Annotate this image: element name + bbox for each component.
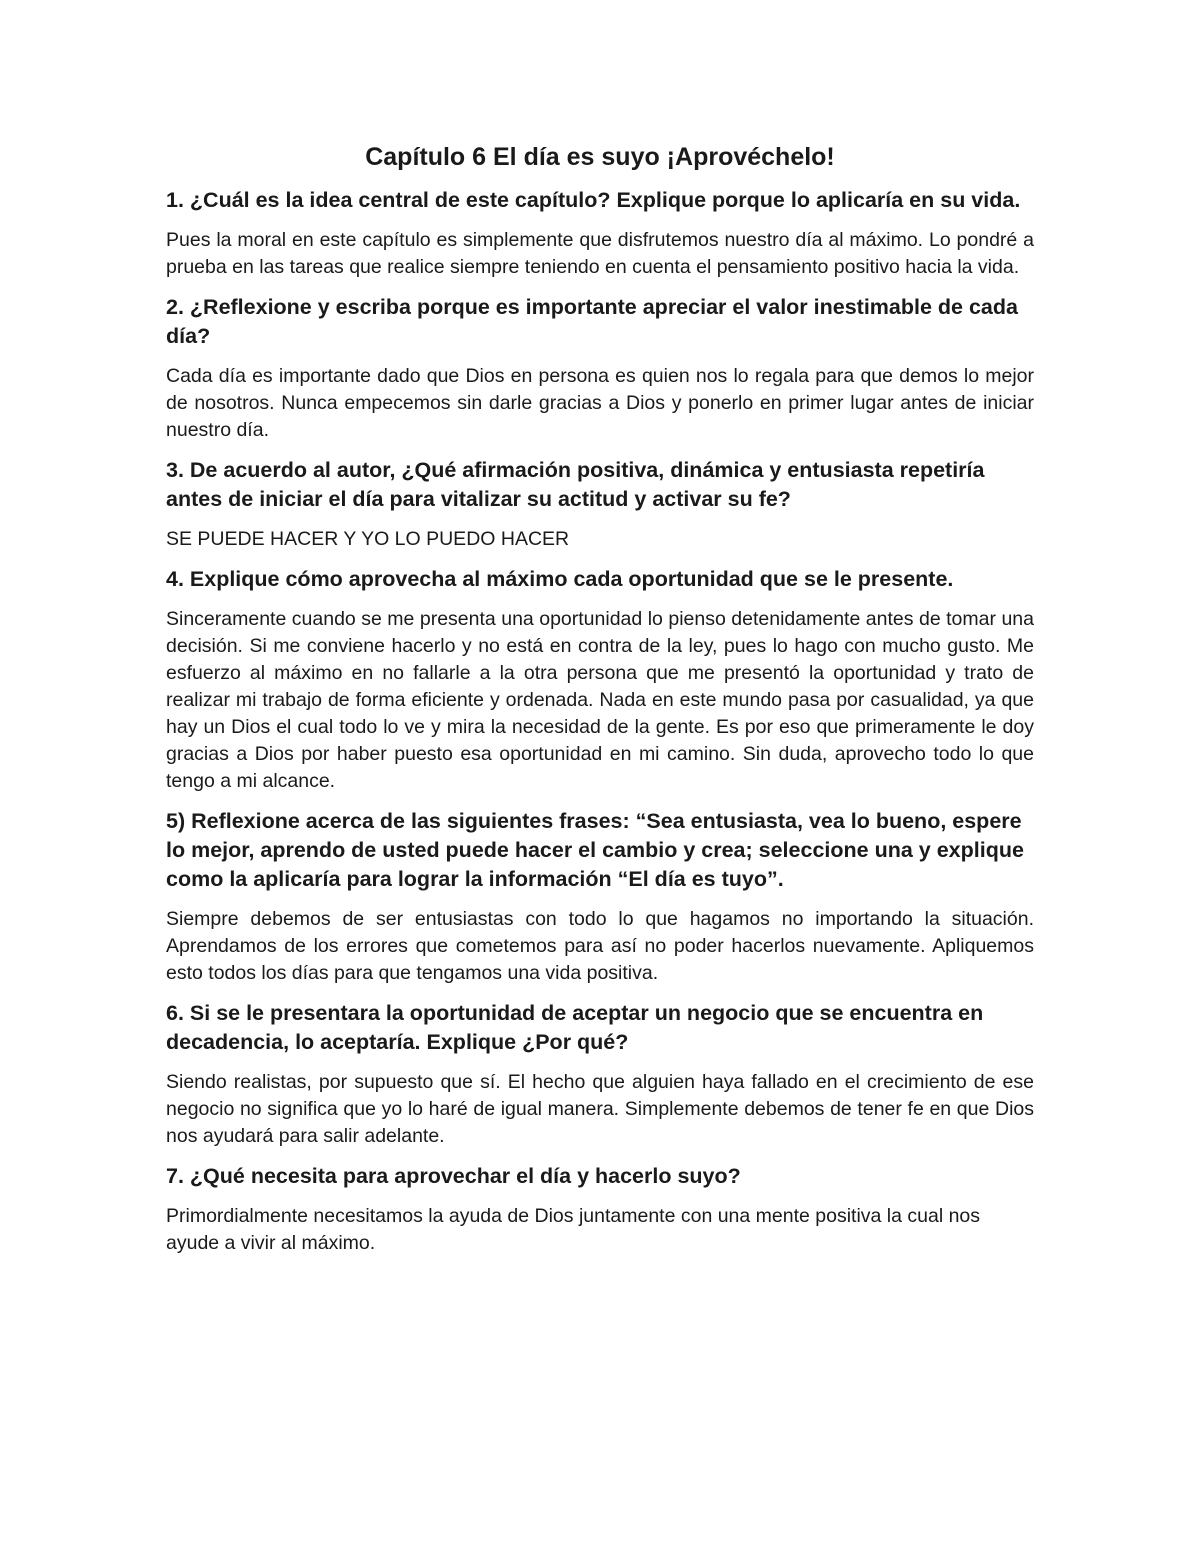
- answer-2: Cada día es importante dado que Dios en persona es quien nos lo regala para que demos lo mejor de nosotros. Nunca empecemos sin darle gracias a Dios y ponerlo en primer lugar antes de iniciar nuestro día.: [166, 365, 1034, 441]
- question-4: 4. Explique cómo aprovecha al máximo cada oportunidad que se le presente.: [166, 567, 954, 591]
- answer-6: Siendo realistas, por supuesto que sí. El hecho que alguien haya fallado en el crecimiento de ese negocio no significa que yo lo haré de igual manera. Simplemente debemos de tener fe en que Dios nos ayudará para salir adelante.: [166, 1071, 1034, 1147]
- answer-1: Pues la moral en este capítulo es simplemente que disfrutemos nuestro día al máximo. Lo pondré a prueba en las tareas que realice siempre teniendo en cuenta el pensamiento positivo hacia la vida.: [166, 229, 1034, 278]
- question-1: 1. ¿Cuál es la idea central de este capítulo? Explique porque lo aplicaría en su vida.: [166, 188, 1021, 212]
- answer-3: SE PUEDE HACER Y YO LO PUEDO HACER: [166, 528, 570, 550]
- question-5: 5) Reflexione acerca de las siguientes frases: “Sea entusiasta, vea lo bueno, espere lo mejor, aprendo de usted puede hacer el cambio y crea; seleccione una y explique como la aplicaría para lograr la información “El día es tuyo”.: [166, 809, 1024, 891]
- answer-7: Primordialmente necesitamos la ayuda de Dios juntamente con una mente positiva la cual nos ayude a vivir al máximo.: [166, 1205, 981, 1254]
- question-3: 3. De acuerdo al autor, ¿Qué afirmación positiva, dinámica y entusiasta repetiría antes de iniciar el día para vitalizar su actitud y activar su fe?: [166, 458, 985, 511]
- answer-5: Siempre debemos de ser entusiastas con todo lo que hagamos no importando la situación. Aprendamos de los errores que cometemos para así no poder hacerlos nuevamente. Apliquemos esto todos los días para que tengamos una vida positiva.: [166, 908, 1034, 984]
- question-7: 7. ¿Qué necesita para aprovechar el día y hacerlo suyo?: [166, 1164, 741, 1188]
- question-2: 2. ¿Reflexione y escriba porque es importante apreciar el valor inestimable de cada día?: [166, 295, 1018, 348]
- answer-4: Sinceramente cuando se me presenta una oportunidad lo pienso detenidamente antes de tomar una decisión. Si me conviene hacerlo y no está en contra de la ley, pues lo hago con mucho gusto. Me esfuerzo al máximo en no fallarle a la otra persona que me presentó la oportunidad y trato de realizar mi trabajo de forma eficiente y ordenada. Nada en este mundo pasa por casualidad, ya que hay un Dios el cual todo lo ve y mira la necesidad de la gente. Es por eso que primeramente le doy gracias a Dios por haber puesto esa oportunidad en mi camino. Sin duda, aprovecho todo lo que tengo a mi alcance.: [166, 608, 1034, 792]
- document-title: Capítulo 6 El día es suyo ¡Aprovéchelo!: [365, 143, 835, 171]
- document-body: [166, 140, 1034, 1269]
- question-6: 6. Si se le presentara la oportunidad de aceptar un negocio que se encuentra en decadencia, lo aceptaría. Explique ¿Por qué?: [166, 1001, 984, 1054]
